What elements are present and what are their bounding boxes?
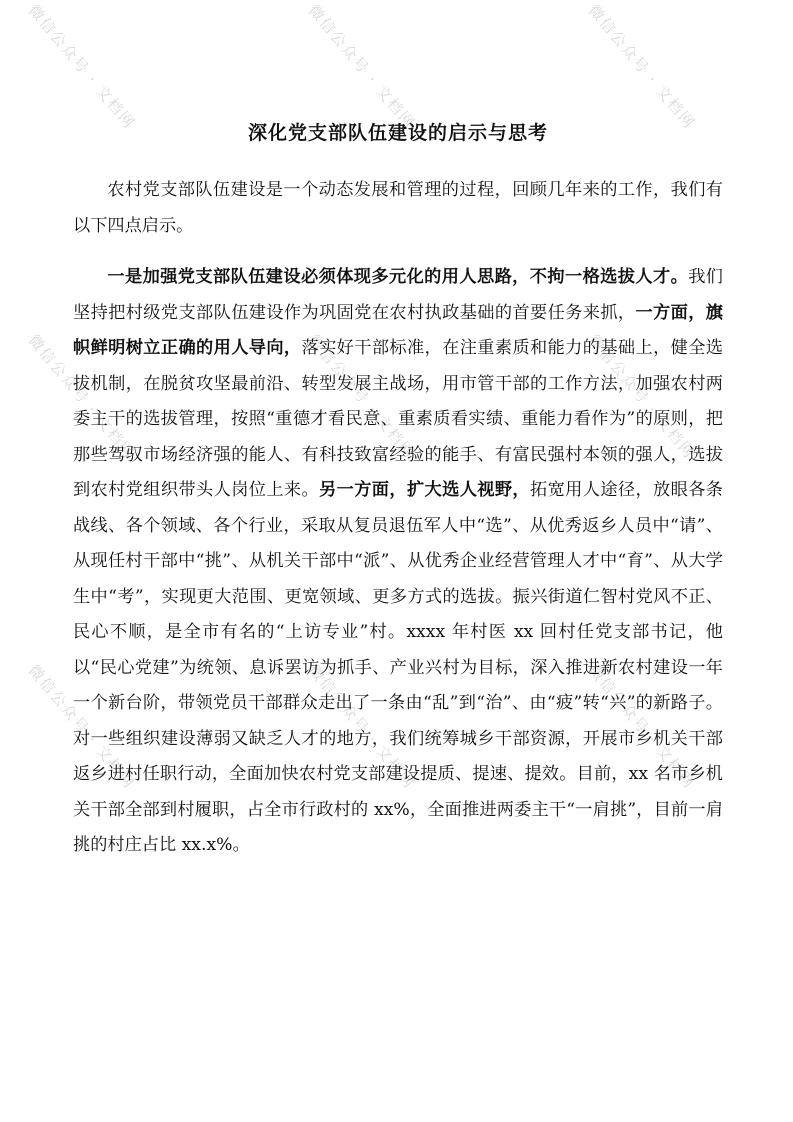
section-1-bold-a: 一方面，旗帜鲜明树立正确的用人导向， xyxy=(73,302,723,358)
watermark: 微信公众号 · 文档网 xyxy=(584,1,699,133)
watermark: 微信公众号 · 文档网 xyxy=(584,661,699,793)
section-1-heading: 一是加强党支部队伍建设必须体现多元化的用人思路，不拘一格选拔人才。 xyxy=(107,267,689,287)
document-title: 深化党支部队伍建设的启示与思考 xyxy=(247,122,548,144)
watermark: 微信公众号 · 文档网 xyxy=(24,331,139,463)
watermark: 微信公众号 · 文档网 xyxy=(304,1,419,133)
section-1-text-c: 拓宽用人途径，放眼各条战线、各个领域、各个行业，采取从复员退伍军人中“选”、从优秀返乡人员中“请”、从现任村干部中“挑”、从机关干部中“派”、从优秀企业经营管理人才中“育”、从大学生中“考”，实现更大范围、更宽领域、更多方式的选拔。振兴街道仁智村党风不正、民心不顺，是全市有名的“上访专业”村。xxxx 年村医 xx 回村任党支部书记，他以“民心党建”为统领、息诉罢访为抓手、产业兴村为目标，深入推进新农村建设一年一个新台阶，带领党员干部群众走出了一条由“乱”到“治”、由“疲”转“兴”的新路子。对一些组织建设薄弱又缺乏人才的地方，我们统筹城乡干部资源，开展市乡机关干部返乡进村任职行动，全面加快农村党支部建设提质、提速、提效。目前，xx 名市乡机关干部全部到村履职，占全市行政村的 xx%，全面推进两委主干“一肩挑”，目前一肩挑的村庄占比 xx.x%。 xyxy=(73,480,723,855)
watermark: 微信公众号 · 文档网 xyxy=(24,661,139,793)
section-1-paragraph xyxy=(73,260,723,864)
watermark: 微信公众号 · 文档网 xyxy=(24,1,139,133)
watermark: 微信公众号 · 文档网 xyxy=(304,331,419,463)
watermark: 微信公众号 · 文档网 xyxy=(584,331,699,463)
section-1-bold-b: 另一方面，扩大选人视野， xyxy=(319,480,531,500)
section-1-text-b: 落实好干部标准，在注重素质和能力的基础上，健全选拔机制，在脱贫攻坚最前沿、转型发展主战场，用市管干部的工作方法，加强农村两委主干的选拔管理，按照“重德才看民意、重素质看实绩、重能力看作为”的原则，把那些驾驭市场经济强的能人、有科技致富经验的能手、有富民强村本领的强人，选拔到农村党组织带头人岗位上来。 xyxy=(73,338,723,500)
document-body xyxy=(73,118,723,880)
intro-paragraph: 农村党支部队伍建设是一个动态发展和管理的过程，回顾几年来的工作，我们有以下四点启示。 xyxy=(73,180,723,236)
watermark: 微信公众号 · 文档网 xyxy=(304,661,419,793)
section-1-text-a: 我们坚持把村级党支部队伍建设作为巩固党在农村执政基础的首要任务来抓， xyxy=(73,267,723,323)
